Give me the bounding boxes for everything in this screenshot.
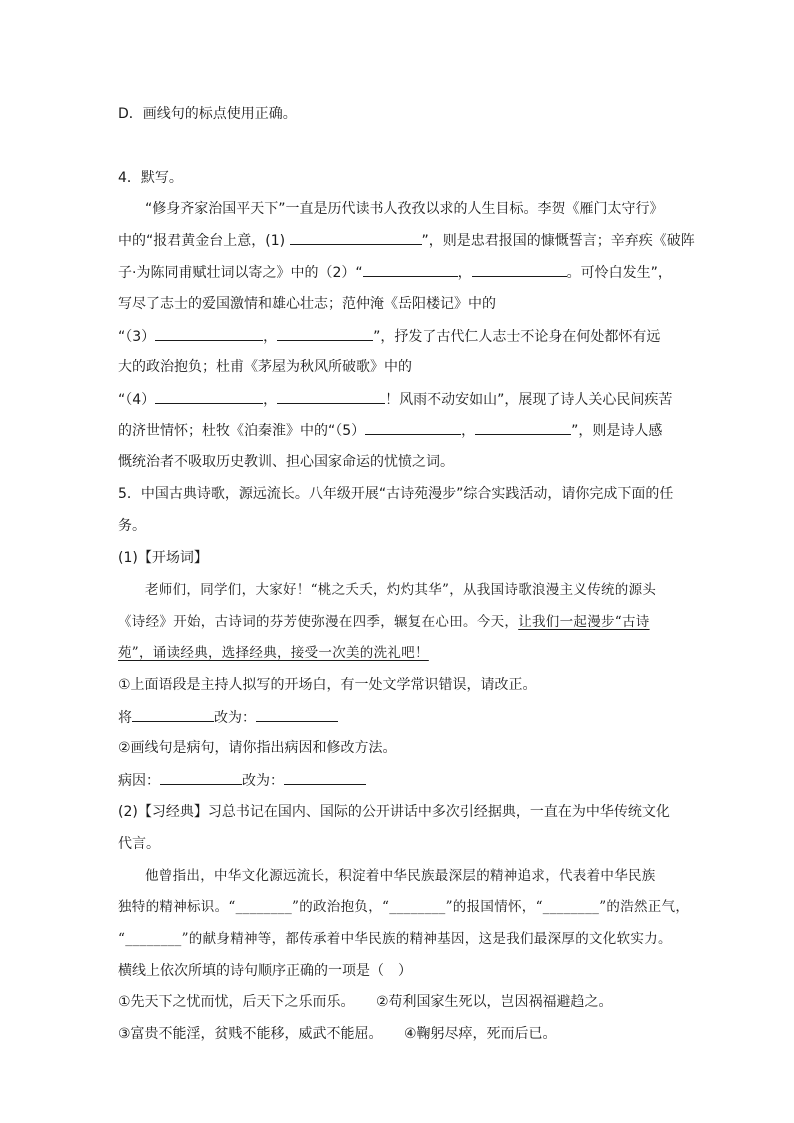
q4-text: ”，则是诗人感 — [571, 423, 663, 439]
underlined-sentence: 让我们一起漫步“古诗 — [518, 614, 650, 630]
q4-line-7 — [118, 389, 672, 410]
q4-text: 中的“报君黄金台上意，(1) — [118, 233, 286, 249]
q4-line-2 — [118, 230, 695, 251]
blank-1[interactable] — [290, 230, 422, 245]
q5-2-answer — [118, 770, 366, 791]
answer-label: 改为： — [214, 710, 256, 726]
blank-5b[interactable] — [475, 420, 571, 435]
q4-text: 。可怜白发生”， — [566, 265, 672, 281]
part-2-title-2: 代言。 — [118, 836, 160, 852]
part-1-text-1: 老师们，同学们，大家好！“桃之夭夭，灼灼其华”，从我国诗歌浪漫主义传统的源头 — [145, 582, 657, 598]
part-1-text: 《诗经》开始，古诗词的芬芳使弥漫在四季，辗复在心田。今天， — [118, 614, 519, 630]
q4-line-1: “修身齐家治国平天下”一直是历代读书人孜孜以求的人生目标。李贺《雁门太守行》 — [145, 201, 664, 217]
blank-2b[interactable] — [472, 262, 567, 277]
q4-text: ”，则是忠君报国的慷慨誓言；辛弃疾《破阵 — [421, 233, 695, 249]
q4-text: 的济世情怀；杜牧《泊秦淮》中的“（5） — [118, 423, 366, 439]
part-2-text-2: 独特的精神标识。“________”的政治抱负，“________”的报国情怀，“________”的浩然正气， — [118, 899, 690, 915]
option-2: ②苟利国家生死以，岂因祸福避趋之。 — [376, 994, 613, 1010]
q5-1-question: ①上面语段是主持人拟写的开场白，有一处文学常识错误，请改正。 — [118, 677, 537, 693]
q5-line-1: 5．中国古典诗歌，源远流长。八年级开展“古诗苑漫步”综合实践活动，请你完成下面的任 — [118, 486, 674, 502]
option-1: ①先天下之忧而忧，后天下之乐而乐。 — [118, 994, 355, 1010]
q4-text: 子·为陈同甫赋壮词以寄之》中的（2）“ — [118, 265, 363, 281]
blank-5a[interactable] — [365, 420, 461, 435]
blank-4a[interactable] — [155, 389, 263, 404]
option-4: ④鞠躬尽瘁，死而后已。 — [404, 1026, 557, 1042]
part-1-text-3 — [118, 643, 429, 663]
q4-line-3 — [118, 262, 672, 283]
part-2-title-1: (2)【习经典】习总书记在国内、国际的公开讲话中多次引经据典，一直在为中华传统文化 — [118, 804, 670, 820]
answer-label: 将 — [118, 710, 132, 726]
part-1-text-2 — [118, 612, 650, 632]
blank-4b[interactable] — [277, 389, 385, 404]
answer-blank-1[interactable] — [132, 707, 214, 722]
q4-line-4: 写尽了志士的爱国激情和雄心壮志；范仲淹《岳阳楼记》中的 — [118, 296, 496, 312]
q4-text: ， — [263, 329, 278, 345]
part-1-title: (1)【开场词】 — [118, 550, 208, 566]
question-4-title: 4．默写。 — [118, 170, 183, 186]
q4-text: ， — [263, 392, 278, 408]
q4-text: “（3） — [118, 329, 156, 345]
q4-line-6: 大的政治抱负；杜甫《茅屋为秋风所破歌》中的 — [118, 359, 412, 375]
q4-text: ， — [461, 423, 476, 439]
q5-2-question: ②画线句是病句，请你指出病因和修改方法。 — [118, 740, 397, 756]
answer-label: 病因： — [118, 773, 160, 789]
option-3: ③富贵不能淫，贫贱不能移，威武不能屈。 — [118, 1026, 383, 1042]
q4-line-8 — [118, 420, 662, 441]
q4-text: ”，抒发了古代仁人志士不论身在何处都怀有远 — [373, 329, 661, 345]
answer-label: 改为： — [242, 773, 284, 789]
item-d: D．画线句的标点使用正确。 — [118, 106, 297, 122]
q4-line-5 — [118, 326, 660, 347]
underlined-sentence: 苑”，诵读经典，选择经典，接受一次美的洗礼吧！ — [118, 645, 429, 661]
q5-1-answer — [118, 707, 338, 728]
part-2-text-3: “________”的献身精神等，都传承着中华民族的精神基因，这是我们最深厚的文化软实力。 — [118, 931, 672, 947]
part-2-question: 横线上依次所填的诗句顺序正确的一项是（ ） — [118, 963, 412, 979]
answer-blank-3[interactable] — [160, 770, 242, 785]
part-2-text-1: 他曾指出，中华文化源远流长，积淀着中华民族最深层的精神追求，代表着中华民族 — [145, 868, 656, 884]
q4-text: “（4） — [118, 392, 156, 408]
q4-text: ， — [457, 265, 472, 281]
q4-text: ！风雨不动安如山”，展现了诗人关心民间疾苦 — [385, 392, 673, 408]
blank-3a[interactable] — [155, 326, 263, 341]
blank-2a[interactable] — [363, 262, 458, 277]
q5-line-2: 务。 — [118, 518, 146, 534]
answer-blank-2[interactable] — [256, 707, 338, 722]
answer-blank-4[interactable] — [284, 770, 366, 785]
q4-line-9: 慨统治者不吸取历史教训、担心国家命运的忧愤之词。 — [118, 454, 454, 470]
blank-3b[interactable] — [277, 326, 373, 341]
